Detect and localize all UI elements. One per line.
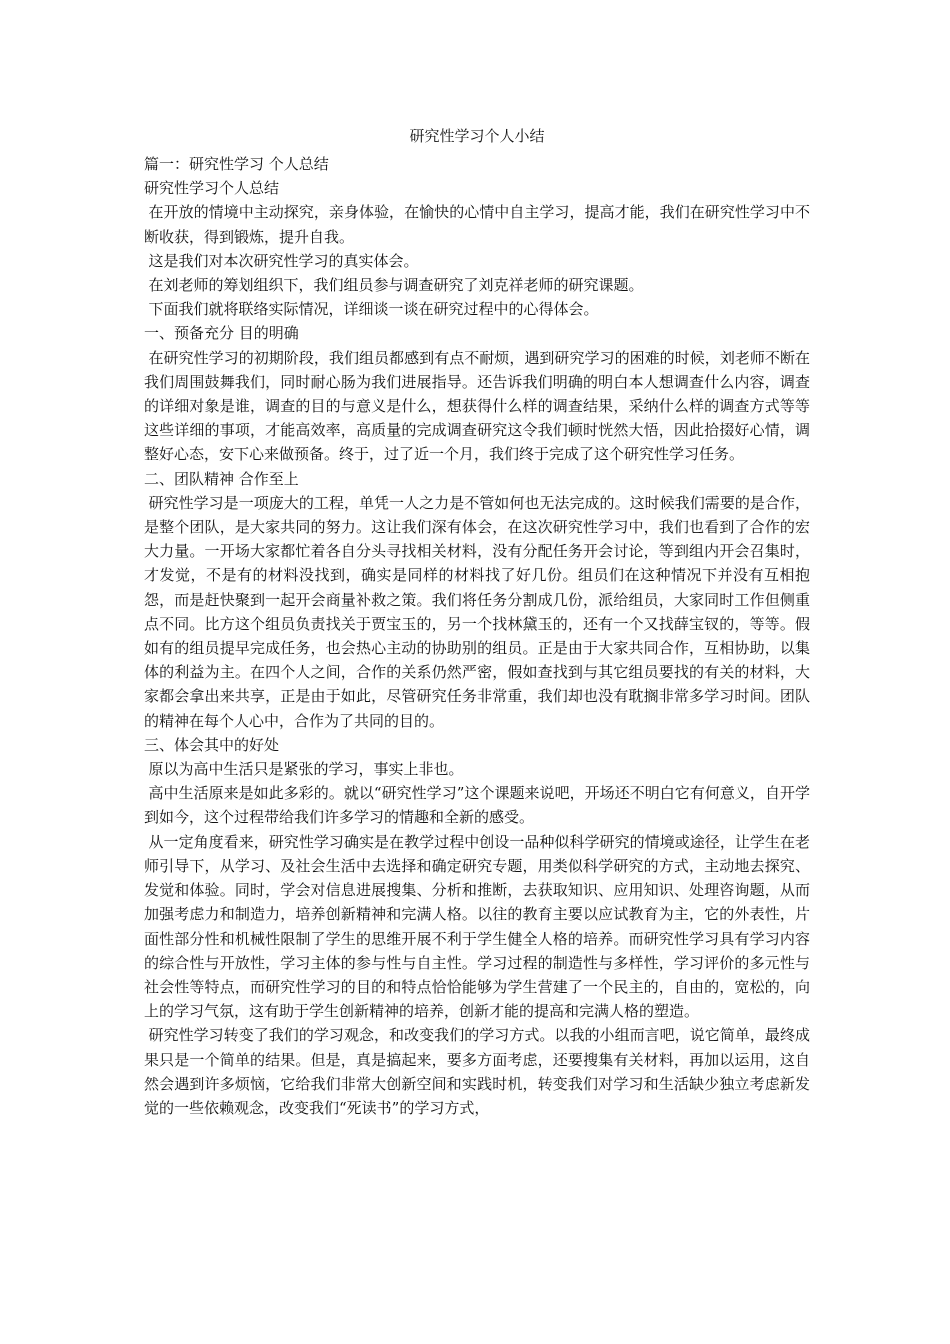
sub-title: 研究性学习个人总结 [144,179,280,198]
intro-paragraph: 在刘老师的筹划组织下，我们组员参与调查研究了刘克祥老师的研究课题。 [148,276,644,295]
body-paragraph: 研究性学习是一项庞大的工程，单凭一人之力是不管如何也无法完成的。这时候我们需要的是合作，是整个团队，是大家共同的努力。这让我们深有体会，在这次研究性学习中，我们也看到了合作的宏大力量。一开场大家都忙着各自分头寻找相关材料，没有分配任务开会讨论，等到组内开会召集时，才发觉，不是有的材料没找到，确实是同样的材料找了好几份。组员们在这种情况下并没有互相抱怨，而是赶快聚到一起开会商量补救之策。我们将任务分割成几份，派给组员，大家同时工作但侧重点不同。比方这个组员负责找关于贾宝玉的，另一个找林黛玉的，还有一个又找薛宝钗的，等等。假如有的组员提早完成任务，也会热心主动的协助别的组员。正是由于大家共同合作，互相协助，以集体的利益为主。在四个人之间，合作的关系仍然严密，假如查找到与其它组员要找的有关的材料，大家都会拿出来共享，正是由于如此，尽管研究任务非常重，我们却也没有耽搁非常多学习时间。团队的精神在每个人心中，合作为了共同的目的。 [144,493,810,730]
section-heading: 一、预备充分 目的明确 [144,324,299,343]
section-heading: 二、团队精神 合作至上 [144,469,299,488]
body-paragraph: 从一定角度看来，研究性学习确实是在教学过程中创设一品种似科学研究的情境或途径，让学生在老师引导下，从学习、及社会生活中去选择和确定研究专题，用类似科学研究的方式，主动地去探究、发觉和体验。同时，学会对信息进展搜集、分析和推断，去获取知识、应用知识、处理咨询题，从而加强考虑力和制造力，培养创新精神和完满人格。以往的教育主要以应试教育为主，它的外表性，片面性部分性和机械性限制了学生的思维开展不利于学生健全人格的培养。而研究性学习具有学习内容的综合性与开放性，学习主体的参与性与自主性。学习过程的制造性与多样性，学习评价的多元性与社会性等特点，而研究性学习的目的和特点恰恰能够为学生营建了一个民主的，自由的，宽松的，向上的学习气氛，这有助于学生创新精神的培养，创新才能的提高和完满人格的塑造。 [144,832,810,1021]
body-paragraph: 研究性学习转变了我们的学习观念，和改变我们的学习方式。以我的小组而言吧，说它简单，最终成果只是一个简单的结果。但是，真是搞起来，要多方面考虑，还要搜集有关材料，再加以运用，这自然会遇到许多烦恼，它给我们非常大创新空间和实践时机，转变我们对学习和生活缺少独立考虑新发觉的一些依赖观念，改变我们“死读书”的学习方式， [144,1026,810,1117]
intro-paragraph: 在开放的情境中主动探究，亲身体验，在愉快的心情中自主学习，提高才能，我们在研究性学习中不断收获，得到锻炼，提升自我。 [144,203,810,246]
part-heading: 篇一：研究性学习 个人总结 [144,155,329,173]
body-paragraph: 原以为高中生活只是紧张的学习，事实上非也。 [148,760,464,779]
intro-paragraph: 下面我们就将联络实际情况，详细谈一谈在研究过程中的心得体会。 [148,300,599,319]
body-paragraph: 在研究性学习的初期阶段，我们组员都感到有点不耐烦，遇到研究学习的困难的时候，刘老师不断在我们周围鼓舞我们，同时耐心肠为我们进展指导。还告诉我们明确的明白本人想调查什么内容，调查的详细对象是谁，调查的目的与意义是什么，想获得什么样的调查结果，采纳什么样的调查方式等等这些详细的事项，才能高效率，高质量的完成调查研究这令我们顿时恍然大悟，因此拾掇好心情，调整好心态，安下心来做预备。终于，过了近一个月，我们终于完成了这个研究性学习任务。 [144,348,810,464]
document-title: 研究性学习个人小结 [409,127,545,145]
intro-paragraph: 这是我们对本次研究性学习的真实体会。 [148,251,419,270]
body-paragraph: 高中生活原来是如此多彩的。就以“研究性学习”这个课题来说吧，开场还不明白它有何意义，自开学到如今，这个过程带给我们许多学习的情趣和全新的感受。 [144,784,810,827]
section-heading: 三、体会其中的好处 [144,735,280,754]
